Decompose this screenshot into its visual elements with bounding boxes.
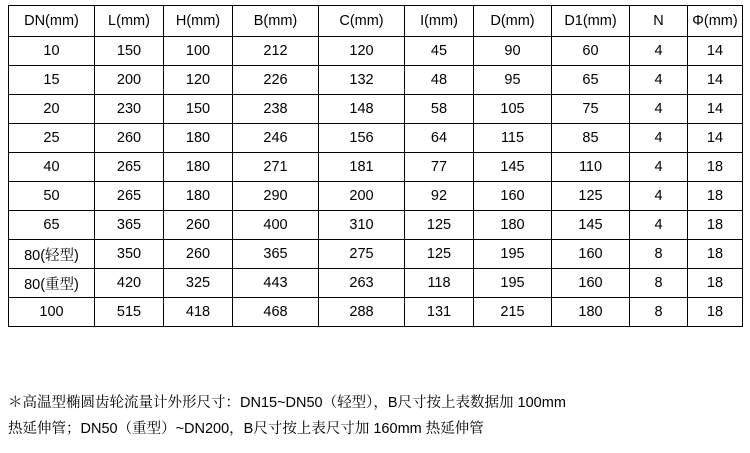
table-row [9, 66, 743, 95]
column-header-d: D(mm) [474, 6, 552, 37]
cell-d: 115 [474, 124, 552, 153]
cell-d1: 160 [552, 269, 630, 298]
cell-dn: 10 [9, 37, 95, 66]
cell-l: 260 [95, 124, 164, 153]
cell-dn: 80(轻型) [9, 240, 95, 269]
cell-i: 64 [405, 124, 474, 153]
cell-i: 77 [405, 153, 474, 182]
column-header-b: B(mm) [233, 6, 319, 37]
cell-b: 212 [233, 37, 319, 66]
table-row [9, 269, 743, 298]
column-header-l: L(mm) [95, 6, 164, 37]
cell-b: 400 [233, 211, 319, 240]
table-row [9, 124, 743, 153]
table-row [9, 298, 743, 327]
cell-d: 160 [474, 182, 552, 211]
cell-n: 4 [630, 66, 688, 95]
cell-i: 131 [405, 298, 474, 327]
cell-dn: 80(重型) [9, 269, 95, 298]
cell-h: 325 [164, 269, 233, 298]
column-header-i: I(mm) [405, 6, 474, 37]
table-row [9, 153, 743, 182]
cell-d1: 110 [552, 153, 630, 182]
cell-dn: 50 [9, 182, 95, 211]
cell-l: 150 [95, 37, 164, 66]
cell-dn: 40 [9, 153, 95, 182]
cell-h: 180 [164, 153, 233, 182]
cell-dn: 20 [9, 95, 95, 124]
column-header-d1: D1(mm) [552, 6, 630, 37]
cell-d: 195 [474, 240, 552, 269]
cell-c: 200 [319, 182, 405, 211]
cell-i: 58 [405, 95, 474, 124]
cell-b: 226 [233, 66, 319, 95]
cell-c: 288 [319, 298, 405, 327]
cell-phi: 18 [688, 240, 743, 269]
cell-l: 365 [95, 211, 164, 240]
cell-b: 443 [233, 269, 319, 298]
cell-d: 215 [474, 298, 552, 327]
cell-d1: 125 [552, 182, 630, 211]
table-header-row [9, 6, 743, 37]
table-row [9, 95, 743, 124]
cell-n: 8 [630, 269, 688, 298]
table-row [9, 37, 743, 66]
cell-phi: 18 [688, 153, 743, 182]
cell-n: 4 [630, 211, 688, 240]
cell-c: 181 [319, 153, 405, 182]
column-header-dn: DN(mm) [9, 6, 95, 37]
cell-l: 200 [95, 66, 164, 95]
cell-i: 45 [405, 37, 474, 66]
cell-dn: 15 [9, 66, 95, 95]
cell-dn: 100 [9, 298, 95, 327]
cell-d1: 60 [552, 37, 630, 66]
cell-b: 290 [233, 182, 319, 211]
cell-c: 148 [319, 95, 405, 124]
cell-c: 275 [319, 240, 405, 269]
footnote-line-1: ＊高温型椭圆齿轮流量计外形尺寸：DN15~DN50（轻型），B尺寸按上表数据加 100mm [8, 395, 566, 411]
cell-dn: 65 [9, 211, 95, 240]
cell-h: 418 [164, 298, 233, 327]
cell-n: 8 [630, 240, 688, 269]
table-header [9, 6, 743, 37]
cell-h: 100 [164, 37, 233, 66]
cell-phi: 14 [688, 124, 743, 153]
cell-c: 310 [319, 211, 405, 240]
cell-d1: 145 [552, 211, 630, 240]
cell-dn: 25 [9, 124, 95, 153]
cell-l: 265 [95, 182, 164, 211]
cell-i: 48 [405, 66, 474, 95]
cell-h: 180 [164, 182, 233, 211]
cell-i: 118 [405, 269, 474, 298]
cell-l: 265 [95, 153, 164, 182]
table-row [9, 211, 743, 240]
footnote-line-2: 热延伸管；DN50（重型）~DN200，B尺寸按上表尺寸加 160mm 热延伸管 [8, 421, 484, 437]
column-header-c: C(mm) [319, 6, 405, 37]
cell-l: 420 [95, 269, 164, 298]
cell-h: 260 [164, 240, 233, 269]
cell-d1: 85 [552, 124, 630, 153]
cell-n: 8 [630, 298, 688, 327]
cell-l: 230 [95, 95, 164, 124]
cell-l: 350 [95, 240, 164, 269]
cell-i: 125 [405, 240, 474, 269]
cell-n: 4 [630, 37, 688, 66]
cell-n: 4 [630, 153, 688, 182]
cell-d: 90 [474, 37, 552, 66]
cell-d: 95 [474, 66, 552, 95]
table-body [9, 37, 743, 327]
column-header-h: H(mm) [164, 6, 233, 37]
cell-c: 132 [319, 66, 405, 95]
cell-c: 263 [319, 269, 405, 298]
cell-d: 195 [474, 269, 552, 298]
cell-c: 120 [319, 37, 405, 66]
cell-h: 260 [164, 211, 233, 240]
cell-b: 246 [233, 124, 319, 153]
cell-h: 180 [164, 124, 233, 153]
table-row [9, 182, 743, 211]
cell-b: 365 [233, 240, 319, 269]
cell-i: 125 [405, 211, 474, 240]
cell-n: 4 [630, 95, 688, 124]
cell-b: 238 [233, 95, 319, 124]
cell-l: 515 [95, 298, 164, 327]
cell-phi: 18 [688, 298, 743, 327]
cell-d1: 65 [552, 66, 630, 95]
table-row [9, 240, 743, 269]
cell-h: 120 [164, 66, 233, 95]
cell-b: 468 [233, 298, 319, 327]
dimension-table [8, 5, 743, 327]
cell-d1: 160 [552, 240, 630, 269]
cell-i: 92 [405, 182, 474, 211]
column-header-phi: Φ(mm) [688, 6, 743, 37]
cell-n: 4 [630, 182, 688, 211]
cell-phi: 18 [688, 211, 743, 240]
cell-d: 145 [474, 153, 552, 182]
footnote [8, 390, 734, 442]
cell-c: 156 [319, 124, 405, 153]
column-header-n: N [630, 6, 688, 37]
cell-phi: 14 [688, 37, 743, 66]
spec-sheet-page [0, 5, 750, 453]
cell-d: 105 [474, 95, 552, 124]
cell-phi: 14 [688, 95, 743, 124]
cell-d1: 180 [552, 298, 630, 327]
cell-d1: 75 [552, 95, 630, 124]
cell-n: 4 [630, 124, 688, 153]
cell-b: 271 [233, 153, 319, 182]
cell-d: 180 [474, 211, 552, 240]
cell-phi: 14 [688, 66, 743, 95]
cell-phi: 18 [688, 269, 743, 298]
cell-phi: 18 [688, 182, 743, 211]
cell-h: 150 [164, 95, 233, 124]
